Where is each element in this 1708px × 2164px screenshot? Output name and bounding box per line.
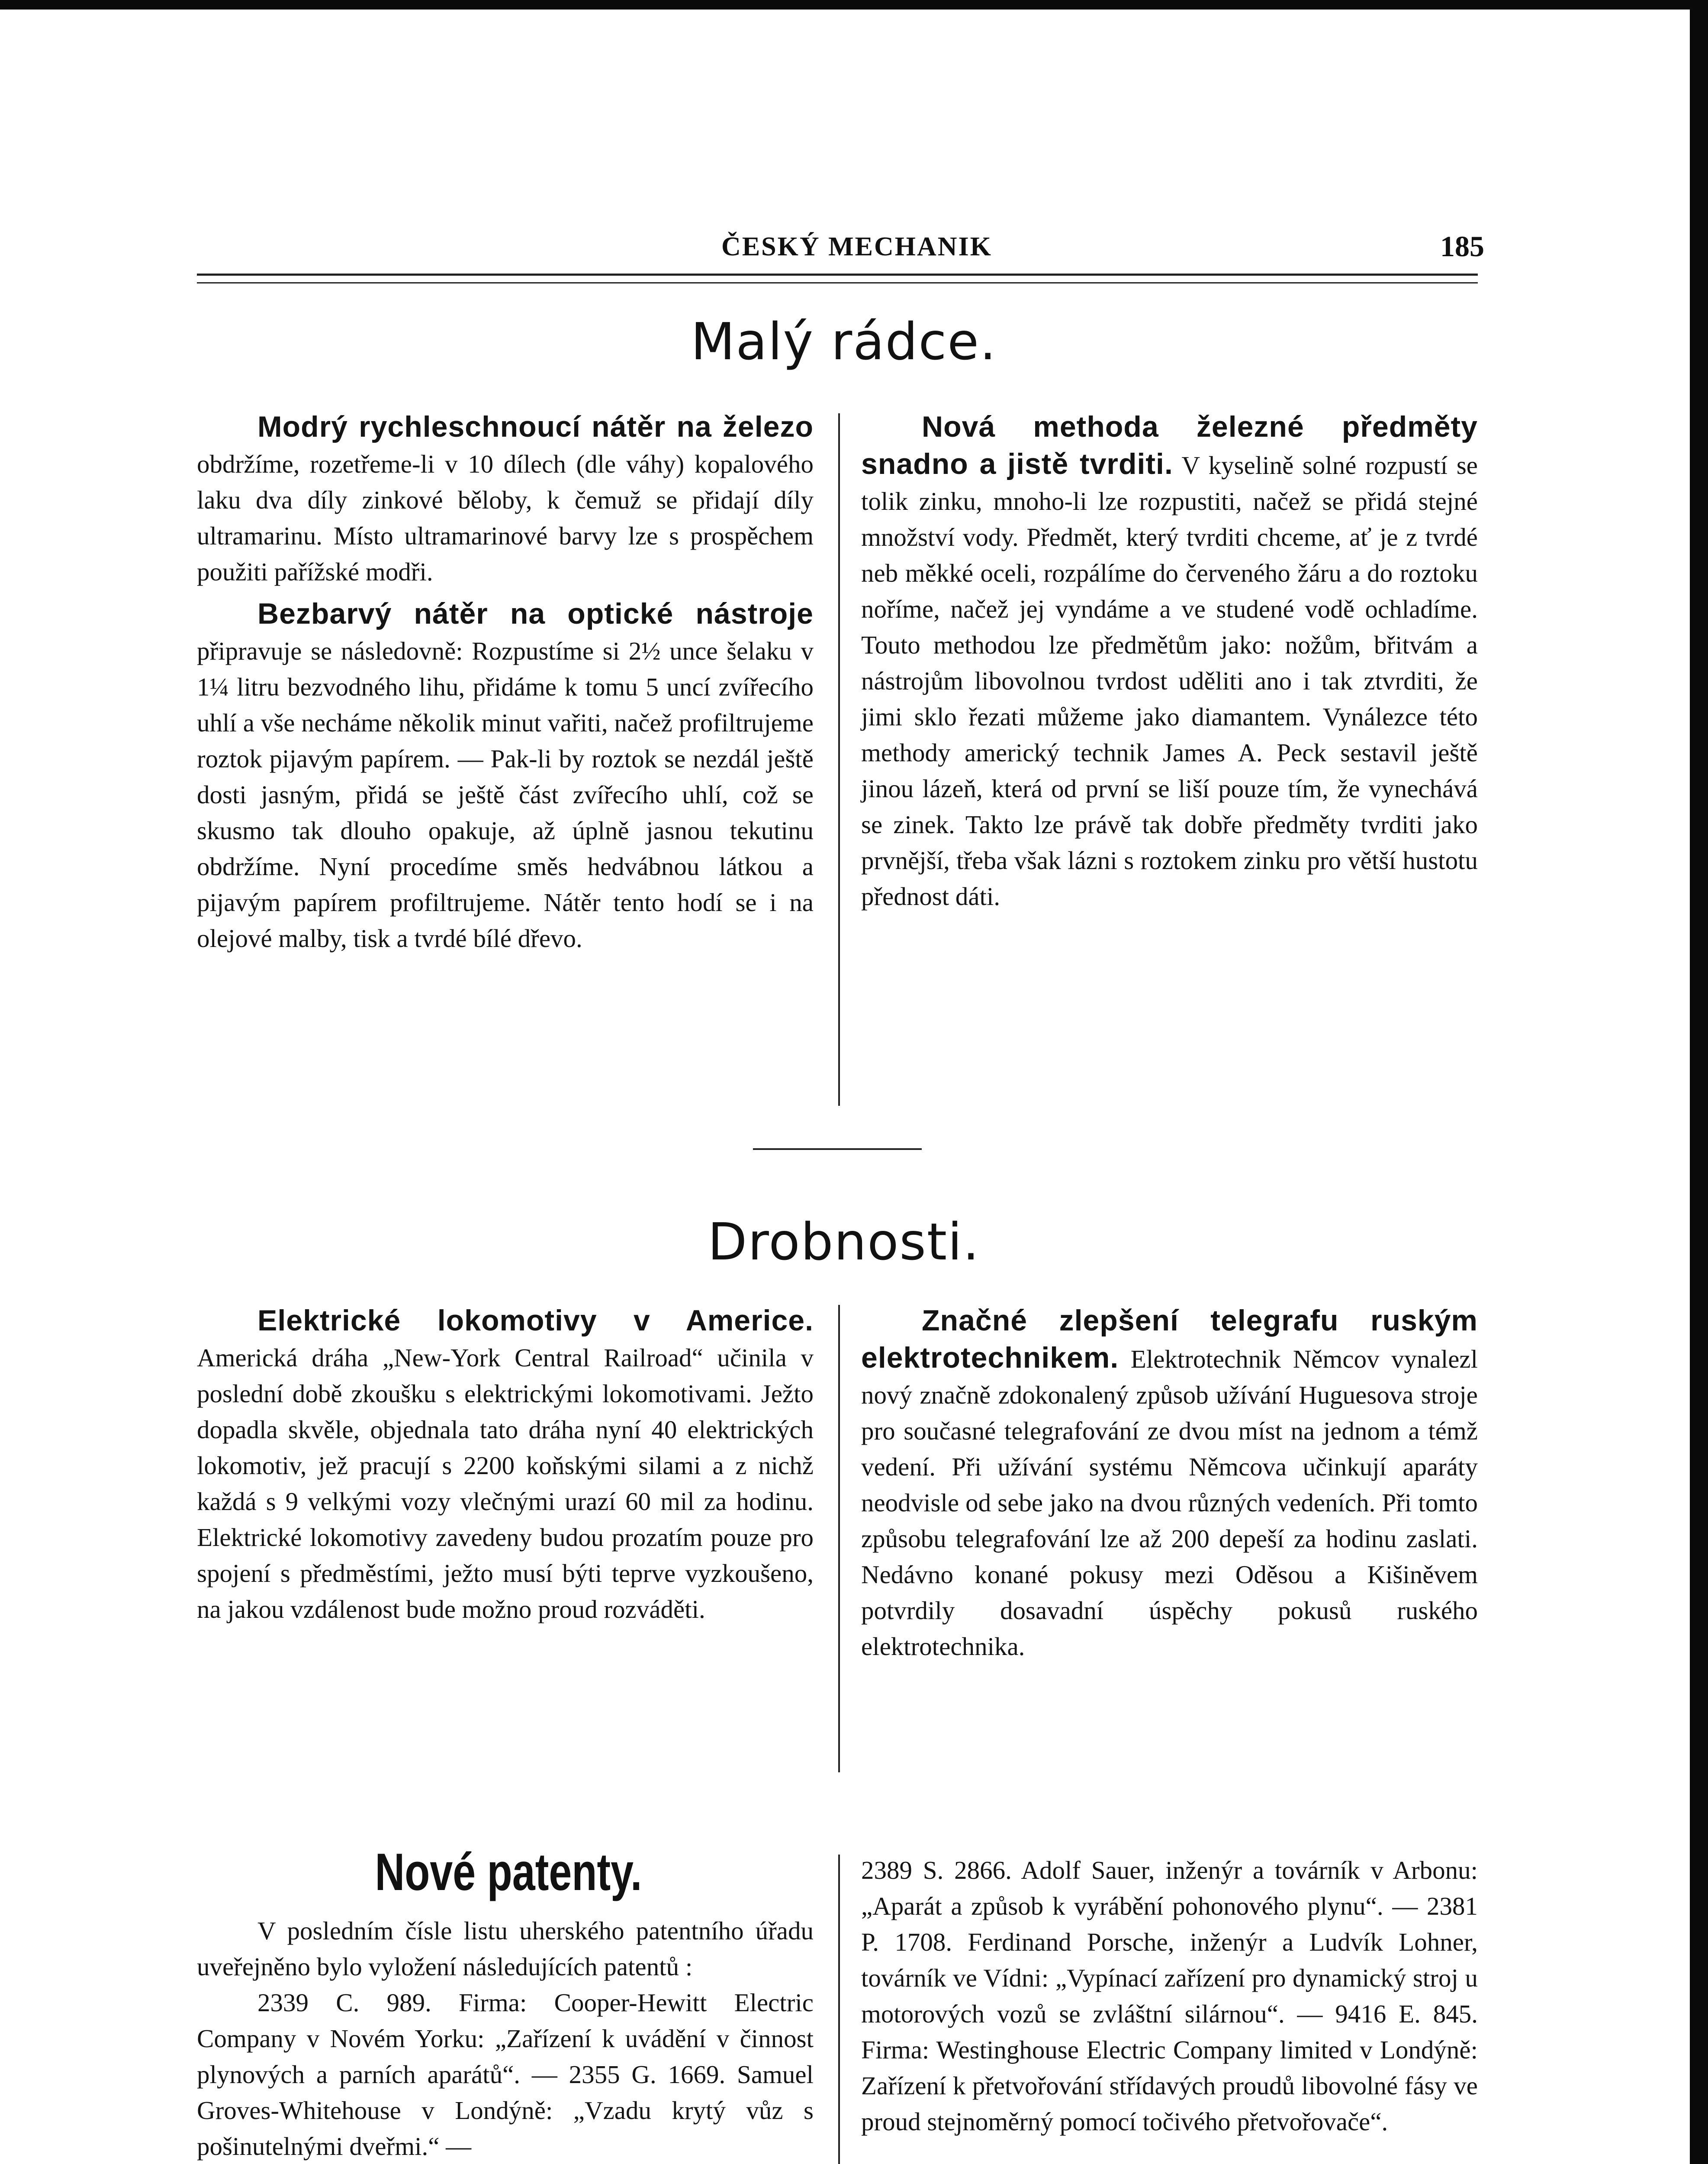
article-bezbarvy-nater bbox=[197, 596, 814, 956]
scan-border-right bbox=[1690, 0, 1708, 2164]
patents-list-right: 2389 S. 2866. Adolf Sauer, inženýr a továrník v Arbonu: „Aparát a způsob k vyrábění pohonového plynu“. — 2381 P. 1708. Ferdinand Porsche, inženýr a Ludvík Lohner, továrník ve Vídni: „Vypínací zařízení pro dynamický stroj u motorových vozů se zvláštní silárnou“. — 9416 E. 845. Firma: Westinghouse Electric Company limited v Londýně: Zařízení k přetvořování střídavých proudů libovolné fásy ve proud stejnoměrný pomocí točivého přetvořovače“. bbox=[861, 1856, 1478, 2136]
column-left-maly-radce bbox=[197, 409, 814, 956]
column-right-maly-radce bbox=[861, 409, 1478, 915]
article-heading: Nová methoda železné předměty snadno a jistě tvrditi. bbox=[861, 410, 1478, 480]
column-left-patenty bbox=[197, 1913, 814, 2164]
article-heading: Bezbarvý nátěr na optické nástroje bbox=[257, 597, 814, 630]
article-heading: Modrý rychleschnoucí nátěr na železo bbox=[257, 410, 814, 443]
page-number: 185 bbox=[1440, 230, 1484, 263]
article-elektricke-lokomotivy bbox=[197, 1303, 814, 1627]
column-divider bbox=[838, 1855, 840, 2164]
scan-border-top bbox=[0, 0, 1708, 10]
column-divider bbox=[838, 413, 840, 1106]
article-body: připravuje se následovně: Rozpustíme si 2½ unce šelaku v 1¼ litru bezvodného lihu, přidáme k tomu 5 uncí zvířecího uhlí a vše necháme několik minut vařiti, načež profiltrujeme roztok pijavým papírem. — Pak-li by roztok se nezdál ještě dosti jasným, přidá se ještě část zvířecího uhlí, což se skusmo tak dlouho opakuje, až úplně jasnou tekutinu obdržíme. Nyní procedíme směs hedvábnou látkou a pijavým papírem profiltrujeme. Nátěr tento hodí se i na olejové malby, tisk a tvrdé bílé dřevo. bbox=[197, 637, 814, 953]
column-divider bbox=[838, 1305, 840, 1772]
article-body: obdržíme, rozetřeme-li v 10 dílech (dle váhy) kopalového laku dva díly zinkové běloby, k čemuž se přidají díly ultramarinu. Místo ultramarinové barvy lze s prospěchem použiti pařížské modři. bbox=[197, 450, 814, 586]
article-heading: Značné zlepšení telegrafu ruským elektrotechnikem. bbox=[861, 1304, 1478, 1374]
column-right-patenty bbox=[861, 1852, 1478, 2140]
header-rule-bottom bbox=[197, 282, 1478, 283]
header-rule-top bbox=[197, 274, 1478, 276]
section-title-nove-patenty: Nové patenty. bbox=[375, 1842, 642, 1901]
column-right-drobnosti bbox=[861, 1303, 1478, 1665]
patents-intro: V posledním čísle listu uherského patentního úřadu uveřejněno bylo vyložení následujících patentů : bbox=[197, 1916, 814, 1981]
article-body: Elektrotechnik Němcov vynalezl nový značně zdokonalený způsob užívání Huguesova stroje pro současné telegrafování ze dvou míst na jednom a témž vedení. Při užívání systému Němcova učinkují aparáty neodvisle od sebe jako na dvou různých vedeních. Při tomto způsobu telegrafování lze až 200 depeší za hodinu zaslati. Nedávno konané pokusy mezi Oděsou a Kišiněvem potvrdily dosavadní úspěchy pokusů ruského elektrotechnika. bbox=[861, 1345, 1478, 1661]
article-body: Americká dráha „New-York Central Railroad“ učinila v poslední době zkoušku s elektrickými lokomotivami. Ježto dopadla skvěle, objednala tato dráha nyní 40 elektrických lokomotiv, jež pracují s 2200 koňskými silami a z nichž každá s 9 velkými vozy vlečnými urazí 60 mil za hodinu. Elektrické lokomotivy zavedeny budou prozatím pouze pro spojení s předměstími, ježto musí býti teprve vyzkoušeno, na jakou vzdálenost bude možno proud rozváděti. bbox=[197, 1343, 814, 1623]
section-title-maly-radce: Malý rádce. bbox=[691, 312, 997, 371]
column-left-drobnosti bbox=[197, 1303, 814, 1627]
article-modry-nater bbox=[197, 409, 814, 590]
patents-list-left: 2339 C. 989. Firma: Cooper-Hewitt Electric Company v Novém Yorku: „Zařízení k uvádění v činnost plynových a parních aparátů“. — 2355 G. 1669. Samuel Groves-Whitehouse v Londýně: „Vzadu krytý vůz s pošinutelnými dveřmi.“ — bbox=[197, 1988, 814, 2161]
article-zlepseni-telegrafu bbox=[861, 1303, 1478, 1665]
article-heading: Elektrické lokomotivy v Americe. bbox=[257, 1304, 814, 1337]
journal-title: ČESKÝ MECHANIK bbox=[721, 232, 992, 261]
section-separator bbox=[753, 1148, 922, 1150]
article-nova-methoda bbox=[861, 409, 1478, 915]
article-body: V kyselině solné rozpustí se tolik zinku, mnoho-li lze rozpustiti, načež se přidá stejné množství vody. Předmět, který tvrditi chceme, ať je z tvrdé neb měkké oceli, rozpálíme do červeného žáru a do roztoku noříme, načež jej vyndáme a ve studené vodě ochladíme. Touto methodou lze předmětům jako: nožům, břitvám a nástrojům libovolnou tvrdost uděliti ano i tak ztvrditi, že jimi sklo řezati můžeme jako diamantem. Vynálezce této methody americký technik James A. Peck sestavil ještě jinou lázeň, která od první se liší pouze tím, že vynechává se zinek. Takto lze právě tak dobře předměty tvrditi jako prvnější, třeba však lázni s roztokem zinku pro větší hustotu přednost dáti. bbox=[861, 451, 1478, 911]
section-title-drobnosti: Drobnosti. bbox=[708, 1212, 980, 1272]
